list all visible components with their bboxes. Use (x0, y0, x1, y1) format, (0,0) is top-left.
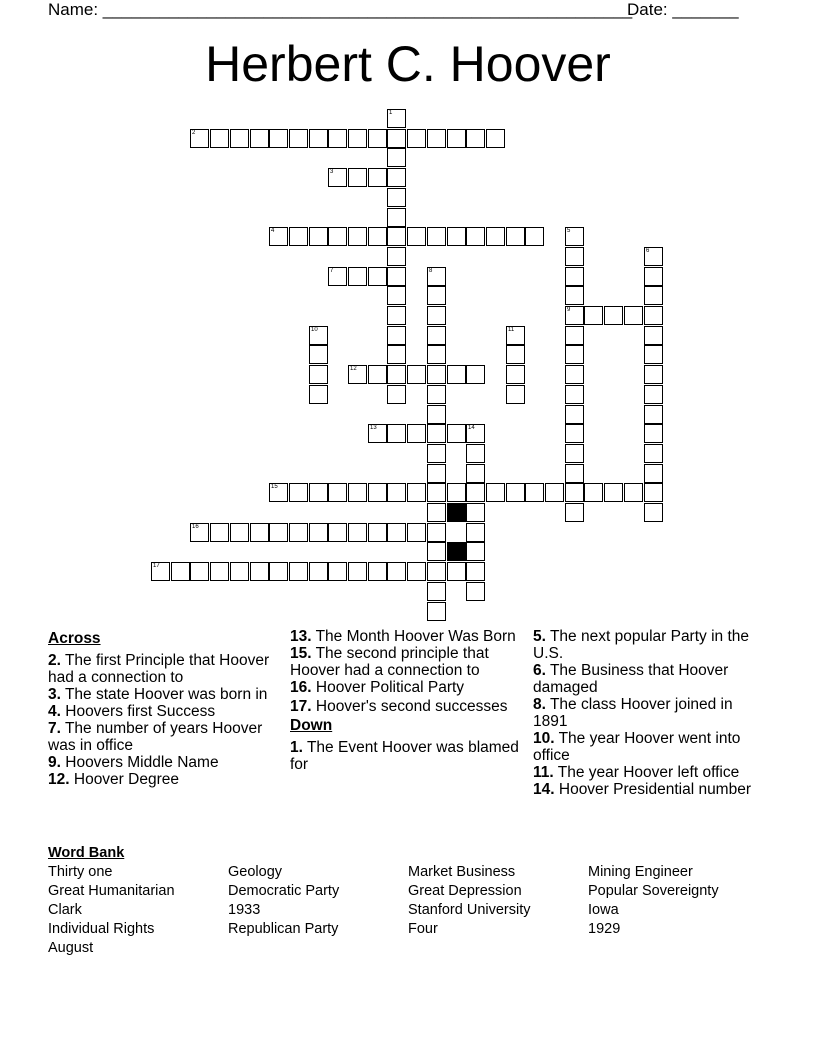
word-bank-title: Word Bank (48, 845, 125, 861)
word-bank-item: 1929 (588, 921, 621, 937)
clue-across-15: 15. The second principle that Hoover had a connection to (290, 645, 489, 679)
grid-cell[interactable] (269, 227, 288, 246)
word-bank-item: Great Humanitarian (48, 883, 175, 899)
grid-cell[interactable] (427, 464, 446, 483)
grid-cell[interactable] (328, 168, 347, 187)
grid-cell[interactable] (348, 523, 367, 542)
grid-cell[interactable] (447, 424, 466, 443)
grid-cell[interactable] (506, 345, 525, 364)
grid-cell[interactable] (407, 129, 426, 148)
grid-cell[interactable] (565, 306, 584, 325)
grid-cell[interactable] (328, 267, 347, 286)
grid-cell[interactable] (309, 345, 328, 364)
clue-across-4: 4. Hoovers first Success (48, 703, 216, 720)
clues-column-2 (290, 628, 525, 773)
name-line[interactable]: Name: ________________________________________________________ (48, 0, 633, 19)
grid-cell[interactable] (447, 129, 466, 148)
cell-number: 5 (567, 228, 571, 234)
down-heading: Down (290, 717, 333, 734)
word-bank-item: Clark (48, 902, 82, 918)
grid-cell[interactable] (545, 483, 564, 502)
grid-cell[interactable] (427, 602, 446, 621)
grid-cell[interactable] (506, 326, 525, 345)
grid-cell[interactable] (250, 129, 269, 148)
grid-cell[interactable] (348, 365, 367, 384)
grid-cell[interactable] (328, 562, 347, 581)
grid-cell[interactable] (447, 365, 466, 384)
grid-cell[interactable] (644, 464, 663, 483)
grid-cell[interactable] (190, 129, 209, 148)
grid-cell[interactable] (427, 405, 446, 424)
grid-cell[interactable] (328, 523, 347, 542)
grid-block (447, 542, 466, 561)
word-bank-item: Great Depression (408, 883, 522, 899)
word-bank-item: Mining Engineer (588, 864, 693, 880)
clue-across-7: 7. The number of years Hoover was in office (48, 720, 263, 754)
grid-cell[interactable] (644, 326, 663, 345)
grid-cell[interactable] (387, 523, 406, 542)
cell-number: 16 (192, 524, 199, 530)
grid-cell[interactable] (387, 306, 406, 325)
grid-cell[interactable] (565, 227, 584, 246)
grid-cell[interactable] (427, 227, 446, 246)
clue-across-3: 3. The state Hoover was born in (48, 686, 268, 703)
grid-cell[interactable] (348, 129, 367, 148)
across-heading: Across (48, 630, 101, 647)
grid-cell[interactable] (387, 385, 406, 404)
grid-cell[interactable] (644, 345, 663, 364)
grid-cell[interactable] (447, 483, 466, 502)
grid-cell[interactable] (427, 286, 446, 305)
grid-cell[interactable] (269, 129, 288, 148)
grid-cell[interactable] (565, 326, 584, 345)
cell-number: 2 (192, 130, 196, 136)
word-bank (48, 845, 768, 957)
word-bank-item: Democratic Party (228, 883, 340, 899)
grid-cell[interactable] (348, 562, 367, 581)
grid-cell[interactable] (427, 424, 446, 443)
clue-across-2: 2. The first Principle that Hoover had a connection to (48, 652, 270, 686)
grid-cell[interactable] (387, 267, 406, 286)
grid-cell[interactable] (407, 227, 426, 246)
grid-cell[interactable] (328, 227, 347, 246)
grid-cell[interactable] (387, 286, 406, 305)
grid-cell[interactable] (387, 326, 406, 345)
grid-cell[interactable] (644, 385, 663, 404)
grid-cell[interactable] (368, 129, 387, 148)
grid-cell[interactable] (506, 385, 525, 404)
grid-cell[interactable] (565, 365, 584, 384)
page-title: Herbert C. Hoover (205, 36, 611, 92)
grid-cell[interactable] (466, 464, 485, 483)
grid-cell[interactable] (565, 464, 584, 483)
cell-number: 8 (429, 268, 433, 274)
word-bank-item: Popular Sovereignty (588, 883, 719, 899)
cell-number: 10 (311, 327, 318, 333)
cell-number: 1 (389, 110, 393, 116)
grid-cell[interactable] (565, 444, 584, 463)
grid-cell[interactable] (644, 306, 663, 325)
grid-cell[interactable] (210, 562, 229, 581)
grid-cell[interactable] (466, 562, 485, 581)
clue-across-16: 16. Hoover Political Party (290, 679, 465, 696)
grid-cell[interactable] (427, 523, 446, 542)
grid-cell[interactable] (624, 483, 643, 502)
word-bank-item: Market Business (408, 864, 516, 880)
date-line[interactable]: Date: _______ (627, 0, 739, 19)
grid-cell[interactable] (644, 247, 663, 266)
grid-cell[interactable] (387, 227, 406, 246)
clue-down-14: 14. Hoover Presidential number (533, 781, 751, 798)
grid-cell[interactable] (466, 542, 485, 561)
word-bank-item: Stanford University (408, 902, 531, 918)
cell-number: 6 (646, 248, 650, 254)
clue-down-10: 10. The year Hoover went into office (533, 730, 741, 764)
grid-cell[interactable] (407, 523, 426, 542)
grid-cell[interactable] (289, 483, 308, 502)
grid-cell[interactable] (368, 562, 387, 581)
grid-cell[interactable] (584, 483, 603, 502)
grid-cell[interactable] (486, 227, 505, 246)
clues-column-3 (533, 628, 763, 798)
cell-number: 9 (567, 307, 571, 313)
grid-cell[interactable] (604, 306, 623, 325)
clue-across-9: 9. Hoovers Middle Name (48, 754, 219, 771)
grid-cell[interactable] (427, 385, 446, 404)
grid-cell[interactable] (387, 345, 406, 364)
grid-cell[interactable] (466, 503, 485, 522)
grid-cell[interactable] (289, 523, 308, 542)
grid-cell[interactable] (289, 227, 308, 246)
cell-number: 7 (330, 268, 334, 274)
cell-number: 11 (508, 327, 515, 333)
grid-cell[interactable] (486, 129, 505, 148)
grid-cell[interactable] (644, 286, 663, 305)
grid-cell[interactable] (387, 109, 406, 128)
grid-cell[interactable] (447, 227, 466, 246)
cell-number: 14 (468, 425, 475, 431)
word-bank-item: Geology (228, 864, 283, 880)
grid-cell[interactable] (368, 267, 387, 286)
grid-cell[interactable] (427, 542, 446, 561)
grid-cell[interactable] (387, 562, 406, 581)
word-bank-item: Thirty one (48, 864, 113, 880)
grid-cell[interactable] (565, 345, 584, 364)
grid-cell[interactable] (387, 247, 406, 266)
grid-cell[interactable] (565, 385, 584, 404)
cell-number: 3 (330, 169, 334, 175)
grid-cell[interactable] (486, 483, 505, 502)
grid-cell[interactable] (644, 503, 663, 522)
grid-cell[interactable] (309, 523, 328, 542)
grid-cell[interactable] (309, 385, 328, 404)
grid-cell[interactable] (466, 129, 485, 148)
grid-cell[interactable] (506, 483, 525, 502)
word-bank-item: August (48, 940, 94, 956)
grid-cell[interactable] (230, 523, 249, 542)
grid-cell[interactable] (368, 168, 387, 187)
grid-cell[interactable] (604, 483, 623, 502)
grid-cell[interactable] (427, 306, 446, 325)
grid-cell[interactable] (644, 405, 663, 424)
grid-cell[interactable] (565, 424, 584, 443)
grid-cell[interactable] (328, 483, 347, 502)
clue-down-5: 5. The next popular Party in the U.S. (533, 628, 750, 662)
clue-down-1: 1. The Event Hoover was blamed for (290, 739, 519, 773)
grid-cell[interactable] (348, 483, 367, 502)
grid-cell[interactable] (407, 483, 426, 502)
grid-cell[interactable] (565, 405, 584, 424)
grid-cell[interactable] (309, 129, 328, 148)
grid-cell[interactable] (387, 424, 406, 443)
word-bank-item: Iowa (588, 902, 619, 918)
grid-block (447, 503, 466, 522)
grid-cell[interactable] (210, 523, 229, 542)
word-bank-item: Republican Party (228, 921, 339, 937)
grid-cell[interactable] (644, 365, 663, 384)
grid-cell[interactable] (427, 345, 446, 364)
grid-cell[interactable] (565, 267, 584, 286)
grid-cell[interactable] (309, 365, 328, 384)
clues-column-1 (48, 628, 278, 788)
grid-cell[interactable] (348, 168, 367, 187)
grid-cell[interactable] (269, 523, 288, 542)
clue-down-8: 8. The class Hoover joined in 1891 (533, 696, 733, 730)
grid-cell[interactable] (427, 562, 446, 581)
grid-cell[interactable] (387, 208, 406, 227)
grid-cell[interactable] (210, 129, 229, 148)
grid-cell[interactable] (328, 129, 347, 148)
grid-cell[interactable] (427, 483, 446, 502)
grid-cell[interactable] (309, 483, 328, 502)
clue-across-13: 13. The Month Hoover Was Born (290, 628, 516, 645)
grid-cell[interactable] (387, 188, 406, 207)
grid-cell[interactable] (230, 562, 249, 581)
grid-cell[interactable] (565, 247, 584, 266)
grid-cell[interactable] (466, 227, 485, 246)
grid-cell[interactable] (269, 562, 288, 581)
grid-cell[interactable] (368, 424, 387, 443)
grid-cell[interactable] (368, 483, 387, 502)
grid-cell[interactable] (171, 562, 190, 581)
grid-cell[interactable] (151, 562, 170, 581)
grid-cell[interactable] (250, 562, 269, 581)
grid-cell[interactable] (230, 129, 249, 148)
grid-cell[interactable] (644, 483, 663, 502)
grid-cell[interactable] (427, 365, 446, 384)
grid-cell[interactable] (447, 562, 466, 581)
word-bank-item: Four (408, 921, 438, 937)
grid-cell[interactable] (466, 582, 485, 601)
grid-cell[interactable] (466, 365, 485, 384)
grid-cell[interactable] (466, 523, 485, 542)
grid-cell[interactable] (190, 562, 209, 581)
grid-cell[interactable] (644, 267, 663, 286)
grid-cell[interactable] (269, 483, 288, 502)
grid-cell[interactable] (407, 365, 426, 384)
grid-cell[interactable] (427, 129, 446, 148)
grid-cell[interactable] (387, 483, 406, 502)
clue-across-12: 12. Hoover Degree (48, 771, 179, 788)
grid-cell[interactable] (584, 306, 603, 325)
word-bank-list (48, 864, 768, 957)
grid-cell[interactable] (309, 227, 328, 246)
grid-cell[interactable] (466, 483, 485, 502)
cell-number: 12 (350, 366, 357, 372)
grid-cell[interactable] (427, 503, 446, 522)
grid-cell[interactable] (289, 129, 308, 148)
grid-cell[interactable] (506, 365, 525, 384)
grid-cell[interactable] (368, 227, 387, 246)
grid-cell[interactable] (250, 523, 269, 542)
grid-cell[interactable] (348, 267, 367, 286)
grid-cell[interactable] (427, 582, 446, 601)
grid-cell[interactable] (368, 523, 387, 542)
grid-cell[interactable] (624, 306, 643, 325)
grid-cell[interactable] (190, 523, 209, 542)
clue-across-17: 17. Hoover's second successes (290, 698, 508, 715)
grid-cell[interactable] (644, 424, 663, 443)
word-bank-item: Individual Rights (48, 921, 155, 937)
cell-number: 15 (271, 484, 278, 490)
grid-cell[interactable] (427, 326, 446, 345)
grid-cell[interactable] (309, 562, 328, 581)
grid-cell[interactable] (309, 326, 328, 345)
cell-number: 4 (271, 228, 275, 234)
word-bank-item: 1933 (228, 902, 261, 918)
grid-cell[interactable] (565, 286, 584, 305)
grid-cell[interactable] (565, 503, 584, 522)
clue-down-6: 6. The Business that Hoover damaged (533, 662, 729, 696)
grid-cell[interactable] (506, 227, 525, 246)
grid-cell[interactable] (525, 227, 544, 246)
grid-cell[interactable] (525, 483, 544, 502)
grid-cell[interactable] (368, 365, 387, 384)
grid-cell[interactable] (407, 562, 426, 581)
grid-cell[interactable] (387, 129, 406, 148)
grid-cell[interactable] (387, 168, 406, 187)
clue-down-11: 11. The year Hoover left office (533, 764, 740, 781)
grid-cell[interactable] (289, 562, 308, 581)
grid-cell[interactable] (466, 444, 485, 463)
grid-cell[interactable] (427, 444, 446, 463)
grid-cell[interactable] (407, 424, 426, 443)
grid-cell[interactable] (565, 483, 584, 502)
grid-cell[interactable] (387, 365, 406, 384)
cell-number: 13 (370, 425, 377, 431)
cell-number: 17 (153, 563, 160, 569)
grid-cell[interactable] (387, 148, 406, 167)
grid-cell[interactable] (348, 227, 367, 246)
grid-cell[interactable] (644, 444, 663, 463)
grid-cell[interactable] (427, 267, 446, 286)
grid-cell[interactable] (466, 424, 485, 443)
